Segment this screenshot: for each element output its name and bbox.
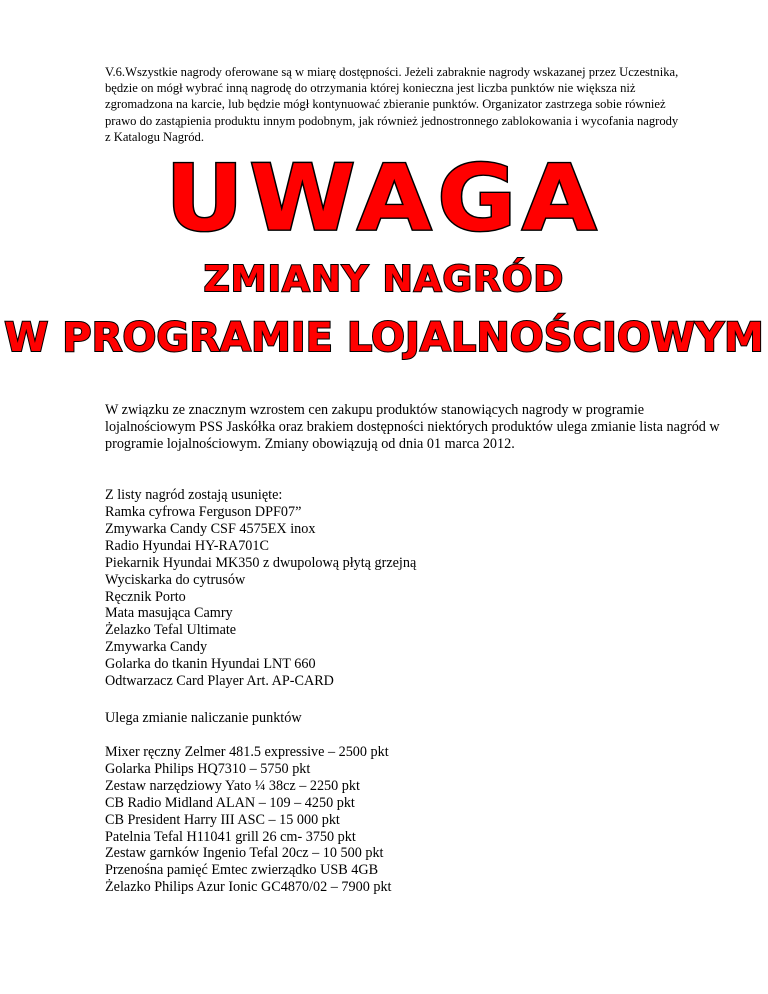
list-item: Żelazko Tefal Ultimate: [105, 622, 237, 639]
points-list: [105, 744, 665, 896]
list-item: Ręcznik Porto: [105, 588, 186, 605]
list-item: Ramka cyfrowa Ferguson DPF07”: [105, 504, 302, 520]
removed-heading: Z listy nagród zostają usunięte:: [105, 487, 283, 503]
list-item: Mixer ręczny Zelmer 481.5 expressive – 2500 pkt: [105, 744, 389, 760]
list-item: Odtwarzacz Card Player Art. AP-CARD: [105, 673, 334, 690]
list-item: Żelazko Philips Azur Ionic GC4870/02 – 7900 pkt: [105, 879, 392, 896]
list-item: Zmywarka Candy CSF 4575EX inox: [105, 520, 316, 537]
list-item: Zmywarka Candy: [105, 639, 208, 656]
changes-paragraph: W związku ze znacznym wzrostem cen zakupu produktów stanowiących nagrody w programie lojalnościowym PSS Jaskółka oraz brakiem dostępności niektórych produktów ulega zmianie lista nagród w programie lojalnościowym. Zmiany obowiązują od dnia 01 marca 2012.: [105, 402, 720, 452]
list-item: Piekarnik Hyundai MK350 z dwupolową płytą grzejną: [105, 554, 417, 571]
banner-zmiany-nagrod: ZMIANY NAGRÓD: [203, 259, 565, 300]
list-item: Golarka Philips HQ7310 – 5750 pkt: [105, 760, 311, 777]
list-item: CB Radio Midland ALAN – 109 – 4250 pkt: [105, 794, 355, 811]
intro-paragraph: V.6.Wszystkie nagrody oferowane są w miarę dostępności. Jeżeli zabraknie nagrody wskazanej przez Uczestnika, będzie on mógł wybrać inną nagrodę do otrzymania której konieczna jest liczba punktów nie większa niż zgromadzona na karcie, lub będzie mógł kontynuować zbieranie punktów. Organizator zastrzega sobie również prawo do zastąpienia produktu innym podobnym, jak również jednostronnego zablokowania i wycofania nagrody z Katalogu Nagród.: [105, 65, 679, 144]
list-item: CB President Harry III ASC – 15 000 pkt: [105, 811, 340, 828]
list-item: Golarka do tkanin Hyundai LNT 660: [105, 656, 316, 673]
list-item: Radio Hyundai HY-RA701C: [105, 537, 269, 554]
list-item: Zestaw narzędziowy Yato ¼ 38cz – 2250 pkt: [105, 777, 360, 794]
list-item: Patelnia Tefal H11041 grill 26 cm- 3750 pkt: [105, 828, 356, 845]
banner-program: W PROGRAMIE LOJALNOŚCIOWYM: [4, 315, 764, 361]
removed-list: [105, 504, 665, 690]
list-item: Przenośna pamięć Emtec zwierządko USB 4GB: [105, 862, 379, 879]
list-item: Wyciskarka do cytrusów: [105, 571, 246, 588]
list-item: Mata masująca Camry: [105, 605, 233, 622]
banner-uwaga: UWAGA: [165, 144, 603, 252]
list-item: Zestaw garnków Ingenio Tefal 20cz – 10 500 pkt: [105, 845, 384, 862]
points-heading: Ulega zmianie naliczanie punktów: [105, 710, 302, 726]
